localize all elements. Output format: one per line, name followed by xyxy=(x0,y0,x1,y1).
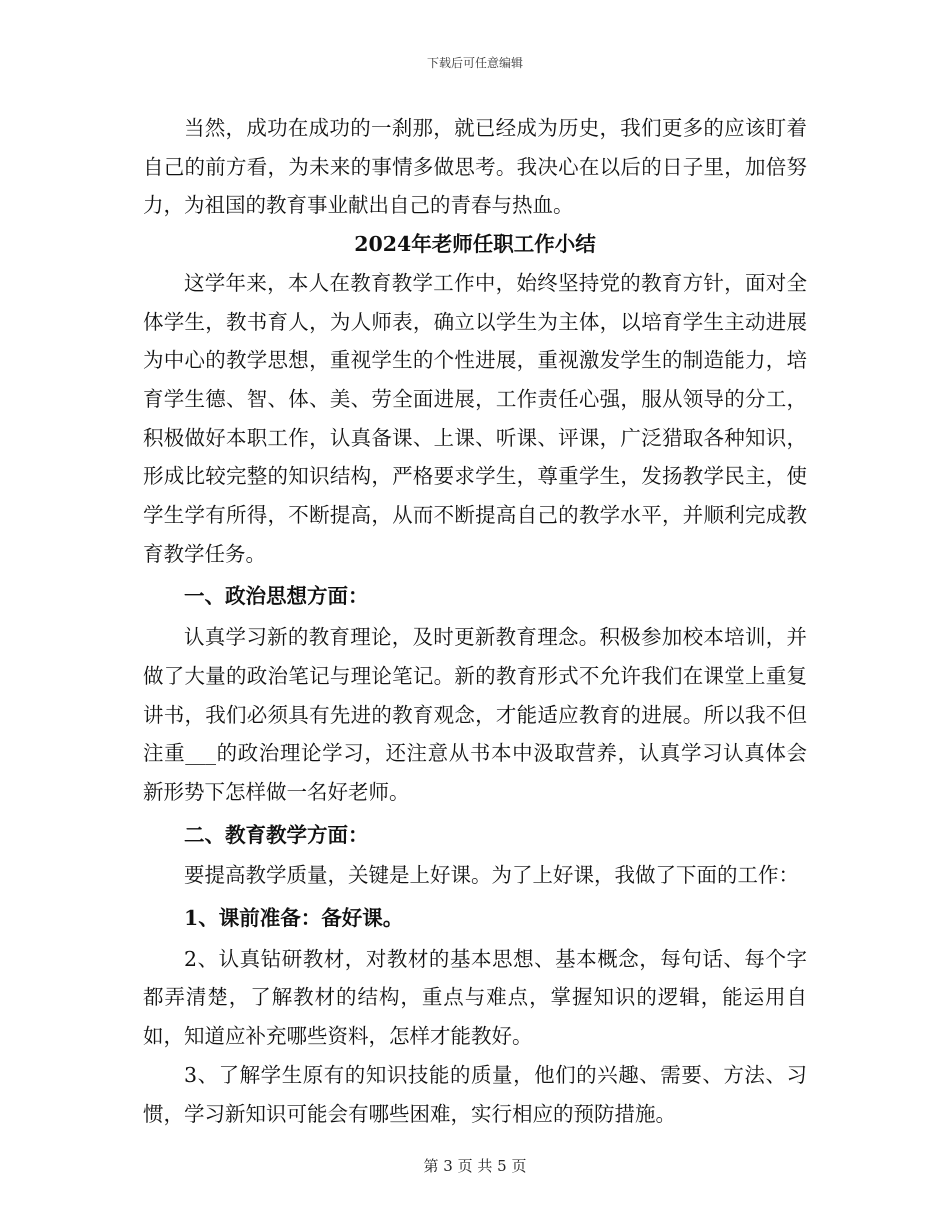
document-body xyxy=(143,109,807,1133)
heading-political-thought: 一、政治思想方面： xyxy=(184,584,369,609)
paragraph-teaching: 要提高教学质量，关键是上好课。为了上好课，我做了下面的工作： xyxy=(184,863,799,888)
page-number: 第 3 页 共 5 页 xyxy=(423,1157,527,1175)
heading-teaching: 二、教育教学方面： xyxy=(184,822,369,847)
heading-lesson-prep: 1、课前准备：备好课。 xyxy=(184,906,404,931)
paragraph-political-thought: 认真学习新的教育理论，及时更新教育理念。积极参加校本培训，并做了大量的政治笔记与理论笔记。新的教育形式不允许我们在课堂上重复讲书，我们必须具有先进的教育观念，才能适应教育的进展。所以我不但注重___的政治理论学习，还注意从书本中汲取营养，认真学习认真体会新形势下怎样做一名好老师。 xyxy=(143,625,807,804)
paragraph-intro: 这学年来，本人在教育教学工作中，始终坚持党的教育方针，面对全体学生，教书育人，为人师表，确立以学生为主体，以培育学生主动进展为中心的教学思想，重视学生的个性进展，重视激发学生的制造能力，培育学生德、智、体、美、劳全面进展，工作责任心强，服从领导的分工，积极做好本职工作，认真备课、上课、听课、评课，广泛猎取各种知识，形成比较完整的知识结构，严格要求学生，尊重学生，发扬教学民主，使学生学有所得，不断提高，从而不断提高自己的教学水平，并顺利完成教育教学任务。 xyxy=(143,270,807,566)
paragraph-study-materials: 2、认真钻研教材，对教材的基本思想、基本概念，每句话、每个字都弄清楚，了解教材的结构，重点与难点，掌握知识的逻辑，能运用自如，知道应补充哪些资料，怎样才能教好。 xyxy=(143,946,807,1049)
section-title: 2024年老师任职工作小结 xyxy=(354,232,596,257)
page-header-note: 下载后可任意编辑 xyxy=(426,56,523,70)
paragraph-conclusion: 当然，成功在成功的一刹那，就已经成为历史，我们更多的应该盯着自己的前方看，为未来的事情多做思考。我决心在以后的日子里，加倍努力，为祖国的教育事业献出自己的青春与热血。 xyxy=(143,116,807,218)
paragraph-understand-students: 3、了解学生原有的知识技能的质量，他们的兴趣、需要、方法、习惯，学习新知识可能会有哪些困难，实行相应的预防措施。 xyxy=(143,1062,807,1126)
